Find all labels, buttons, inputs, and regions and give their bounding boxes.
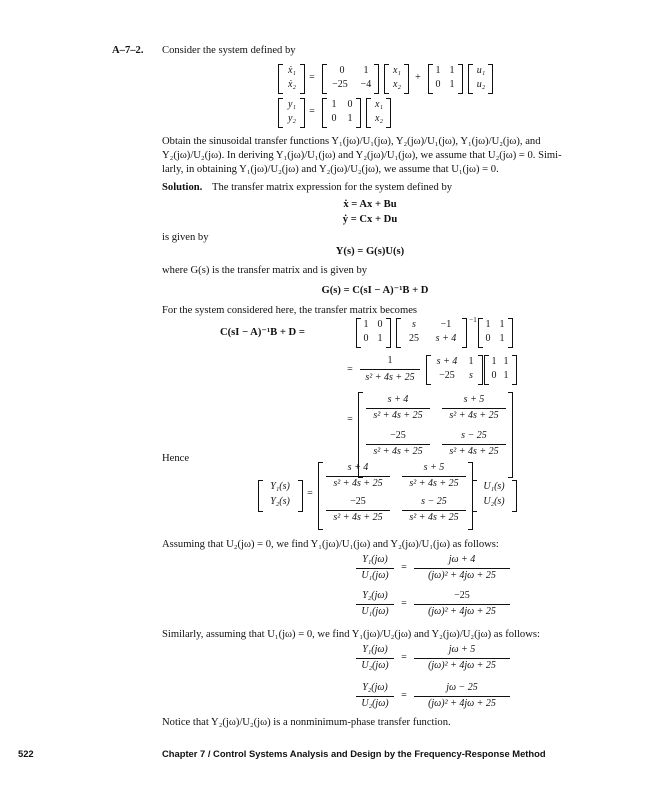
transfer-eq: Y(s) = G(s)U(s) (335, 246, 405, 257)
transfer-matrix-def: G(s) = C(sI − A)⁻¹B + D (321, 285, 429, 296)
state-space-eq: ẋ = Ax + Bu (343, 199, 397, 210)
solution-label: Solution. (162, 182, 203, 193)
assume-u1-text: Similarly, assuming that U₁(jω) = 0, we find Y₁(jω)/U₂(jω) and Y₂(jω)/U₂(jω) as follows: (162, 629, 540, 640)
problem-text-line3: larly, in obtaining Y₁(jω)/U₂(jω) and Y₂(jω)/U₂(jω), we assume that U₁(jω) = 0. (162, 164, 499, 175)
given-by-text: is given by (162, 232, 209, 243)
problem-text-line1: Obtain the sinusoidal transfer functions Y₁(jω)/U₁(jω), Y₂(jω)/U₁(jω), Y₁(jω)/U₂(jω), and (162, 136, 541, 147)
output-space-eq: ẏ = Cx + Du (342, 214, 398, 225)
hence-text: Hence (162, 453, 190, 464)
where-text: where G(s) is the transfer matrix and is given by (162, 265, 368, 276)
solution-intro: The transfer matrix expression for the system defined by (212, 182, 453, 193)
notice-text: Notice that Y₂(jω)/U₂(jω) is a nonminimum-phase transfer function. (162, 717, 451, 728)
problem-intro: Consider the system defined by (162, 45, 296, 56)
assume-u2-text: Assuming that U₂(jω) = 0, we find Y₁(jω)/U₁(jω) and Y₂(jω)/U₁(jω) as follows: (162, 539, 499, 550)
problem-text-line2: Y₂(jω)/U₂(jω). In deriving Y₁(jω)/U₁(jω) and Y₂(jω)/U₁(jω), we assume that U₂(jω) = 0. Simi- (162, 150, 562, 161)
page-number: 522 (18, 748, 34, 759)
for-system-text: For the system considered here, the transfer matrix becomes (162, 305, 418, 316)
problem-label: A–7–2. (112, 45, 144, 56)
chapter-footer: Chapter 7 / Control Systems Analysis and Design by the Frequency-Response Method (162, 748, 546, 759)
